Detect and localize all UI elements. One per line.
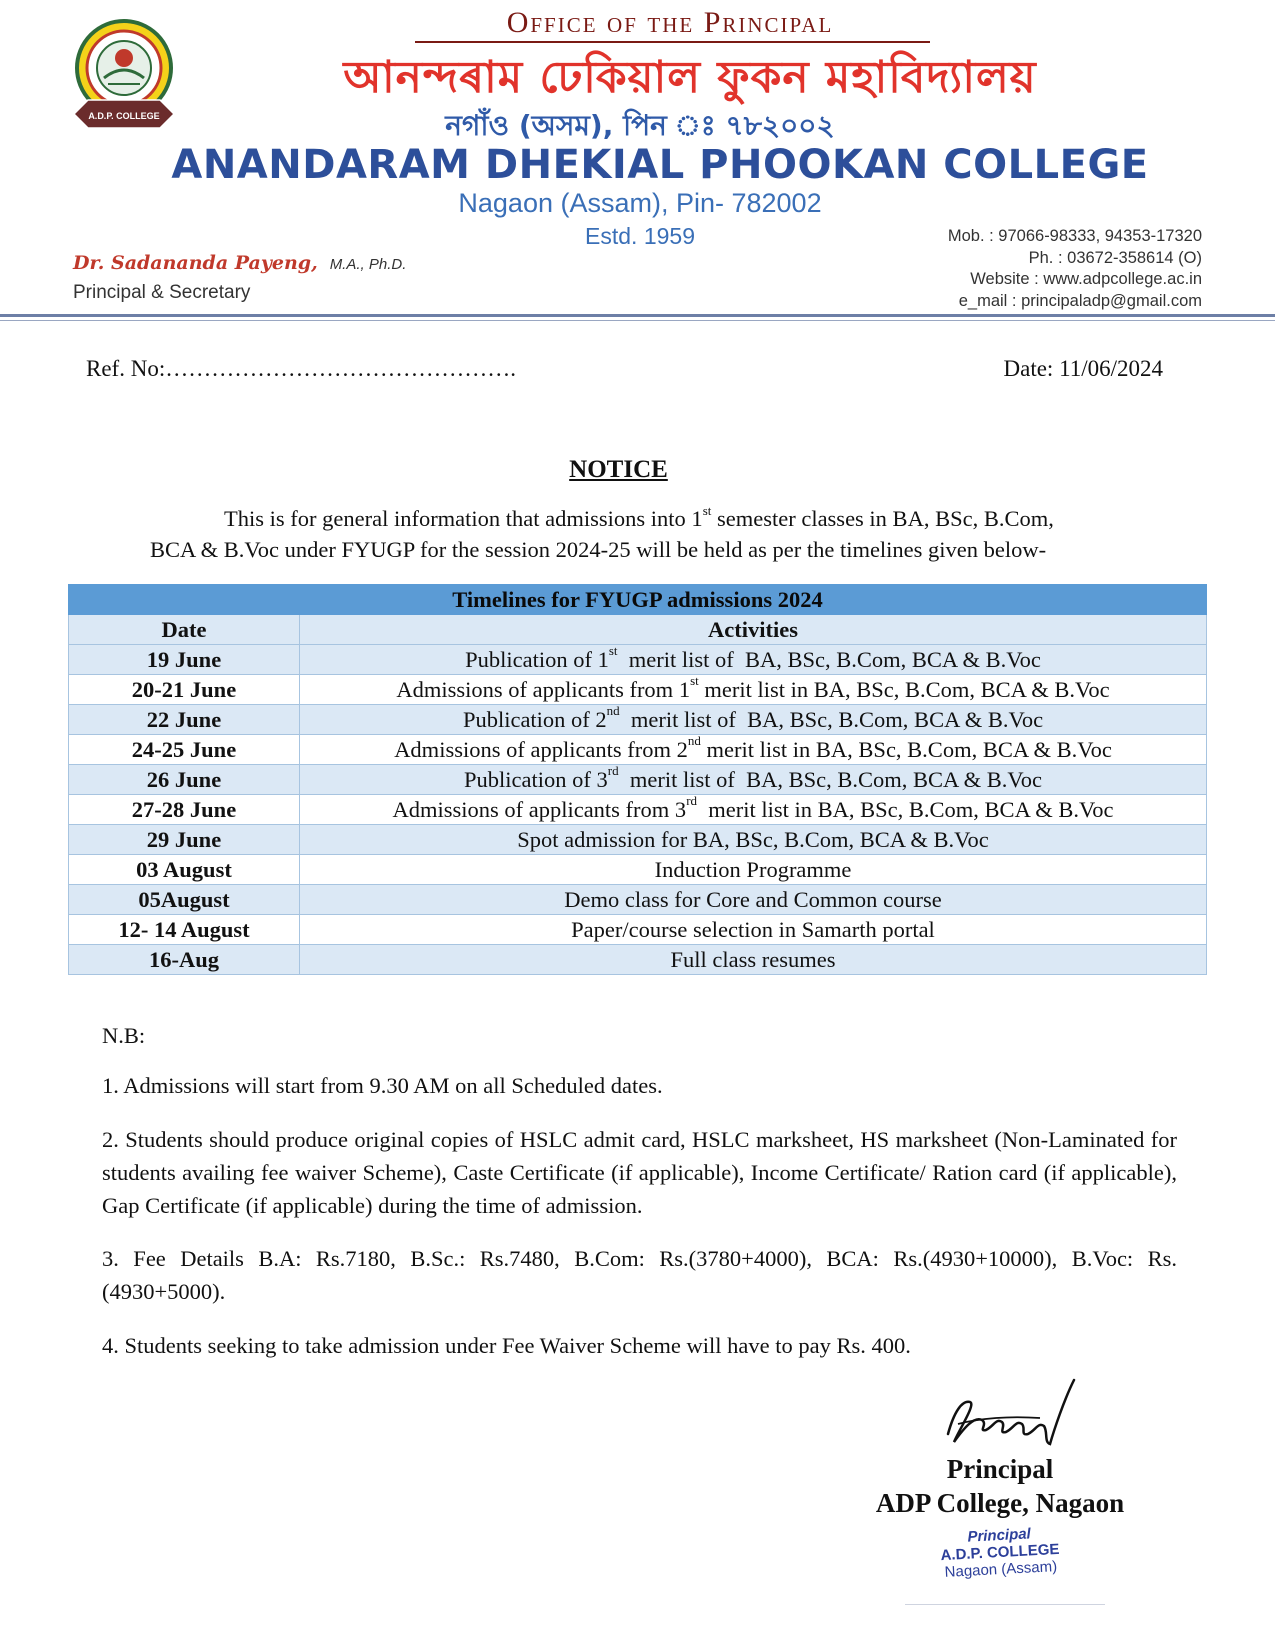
notice-date: Date: 11/06/2024	[1003, 356, 1163, 381]
letterhead-divider	[0, 314, 1275, 317]
row-activity: Spot admission for BA, BSc, B.Com, BCA & B.Voc	[300, 825, 1207, 855]
signature-image	[940, 1372, 1080, 1452]
row-activity: Admissions of applicants from 1st merit list in BA, BSc, B.Com, BCA & B.Voc	[300, 675, 1207, 705]
table-row	[69, 825, 1207, 855]
principal-qualification: M.A., Ph.D.	[329, 256, 407, 273]
phone-number: Ph. : 03672-358614 (O)	[1028, 248, 1202, 267]
official-stamp	[929, 1523, 1071, 1581]
row-date: 29 June	[69, 825, 300, 855]
college-address-bengali: নগাঁও (অসম), পিন ঃ ৭৮২০০২	[445, 109, 835, 142]
row-date: 27-28 June	[69, 795, 300, 825]
established-year: Estd. 1959	[585, 223, 695, 249]
principal-title: Principal & Secretary	[73, 282, 251, 303]
email-link[interactable]: e_mail : principaladp@gmail.com	[958, 291, 1202, 310]
reference-number: Ref. No:……………………………………….	[86, 356, 516, 381]
row-activity: Induction Programme	[300, 855, 1207, 885]
note-item: 4. Students seeking to take admission under Fee Waiver Scheme will have to pay Rs. 400.	[102, 1333, 911, 1358]
principal-name: Dr. Sadananda Payeng,	[73, 252, 318, 274]
notice-title: NOTICE	[569, 456, 668, 483]
table-row	[69, 705, 1207, 735]
row-activity: Publication of 3rd merit list of BA, BSc, B.Com, BCA & B.Voc	[300, 765, 1207, 795]
row-activity: Paper/course selection in Samarth portal	[300, 915, 1207, 945]
row-date: 20-21 June	[69, 675, 300, 705]
table-row	[69, 915, 1207, 945]
row-date: 05August	[69, 885, 300, 915]
table-row	[69, 675, 1207, 705]
notes-heading: N.B:	[102, 1023, 146, 1048]
table-row	[69, 855, 1207, 885]
principal-name-line	[73, 252, 406, 274]
row-activity: Admissions of applicants from 3rd merit list in BA, BSc, B.Com, BCA & B.Voc	[300, 795, 1207, 825]
timeline-table	[68, 584, 1207, 975]
college-address: Nagaon (Assam), Pin- 782002	[458, 188, 822, 218]
table-row	[69, 735, 1207, 765]
table-row	[69, 795, 1207, 825]
row-activity: Demo class for Core and Common course	[300, 885, 1207, 915]
row-date: 22 June	[69, 705, 300, 735]
row-date: 16-Aug	[69, 945, 300, 975]
table-caption: Timelines for FYUGP admissions 2024	[69, 585, 1207, 615]
logo-text: A.D.P. COLLEGE	[88, 111, 160, 121]
row-date: 03 August	[69, 855, 300, 885]
office-heading: Office of the Principal	[506, 6, 834, 39]
row-date: 26 June	[69, 765, 300, 795]
note-item: 2. Students should produce original copies of HSLC admit card, HSLC marksheet, HS marksheet (Non-Laminated for students availing fee waiver Scheme), Caste Certificate (if applicable), Income Certificate/ Ration card (if applicable), Gap Certificate (if applicable) during the time of admission.	[102, 1127, 1177, 1218]
mobile-number: Mob. : 97066-98333, 94353-17320	[947, 227, 1202, 245]
intro-paragraph	[150, 503, 1170, 565]
table-row	[69, 885, 1207, 915]
intro-line-1: This is for general information that admissions into 1st semester classes in BA, BSc, B.Com,	[224, 502, 1054, 531]
row-activity: Publication of 2nd merit list of BA, BSc, B.Com, BCA & B.Voc	[300, 705, 1207, 735]
note-item: 1. Admissions will start from 9.30 AM on all Scheduled dates.	[102, 1073, 663, 1098]
stamp-line-3: Nagaon (Assam)	[944, 1558, 1058, 1581]
column-header-activities: Activities	[300, 615, 1207, 645]
stamp-line-2: A.D.P. COLLEGE	[940, 1540, 1060, 1565]
row-date: 12- 14 August	[69, 915, 300, 945]
contact-block	[948, 226, 1202, 312]
signatory-title: Principal	[946, 1454, 1054, 1484]
college-name: ANANDARAM DHEKIAL PHOOKAN COLLEGE	[171, 142, 1149, 188]
table-row	[69, 945, 1207, 975]
college-logo	[68, 18, 180, 142]
row-date: 24-25 June	[69, 735, 300, 765]
row-date: 19 June	[69, 645, 300, 675]
intro-line-2: BCA & B.Voc under FYUGP for the session 2024-25 will be held as per the timelines given below-	[150, 537, 1047, 562]
letterhead-divider-thin	[0, 320, 1275, 321]
row-activity: Admissions of applicants from 2nd merit list in BA, BSc, B.Com, BCA & B.Voc	[300, 735, 1207, 765]
website-link[interactable]: Website : www.adpcollege.ac.in	[970, 270, 1202, 288]
office-underline	[415, 41, 930, 43]
college-name-bengali: আনন্দৰাম ঢেকিয়াল ফুকন মহাবিদ্যালয়	[343, 52, 1037, 103]
signatory-institution: ADP College, Nagaon	[875, 1488, 1125, 1518]
stamp-underline	[905, 1604, 1105, 1605]
column-header-date: Date	[69, 615, 300, 645]
row-activity: Full class resumes	[300, 945, 1207, 975]
note-item: 3. Fee Details B.A: Rs.7180, B.Sc.: Rs.7480, B.Com: Rs.(3780+4000), BCA: Rs.(4930+10000), B.Voc: Rs.(4930+5000).	[102, 1246, 1177, 1304]
stamp-line-1: Principal	[967, 1525, 1032, 1546]
table-row	[69, 645, 1207, 675]
row-activity: Publication of 1st merit list of BA, BSc, B.Com, BCA & B.Voc	[300, 645, 1207, 675]
table-row	[69, 765, 1207, 795]
